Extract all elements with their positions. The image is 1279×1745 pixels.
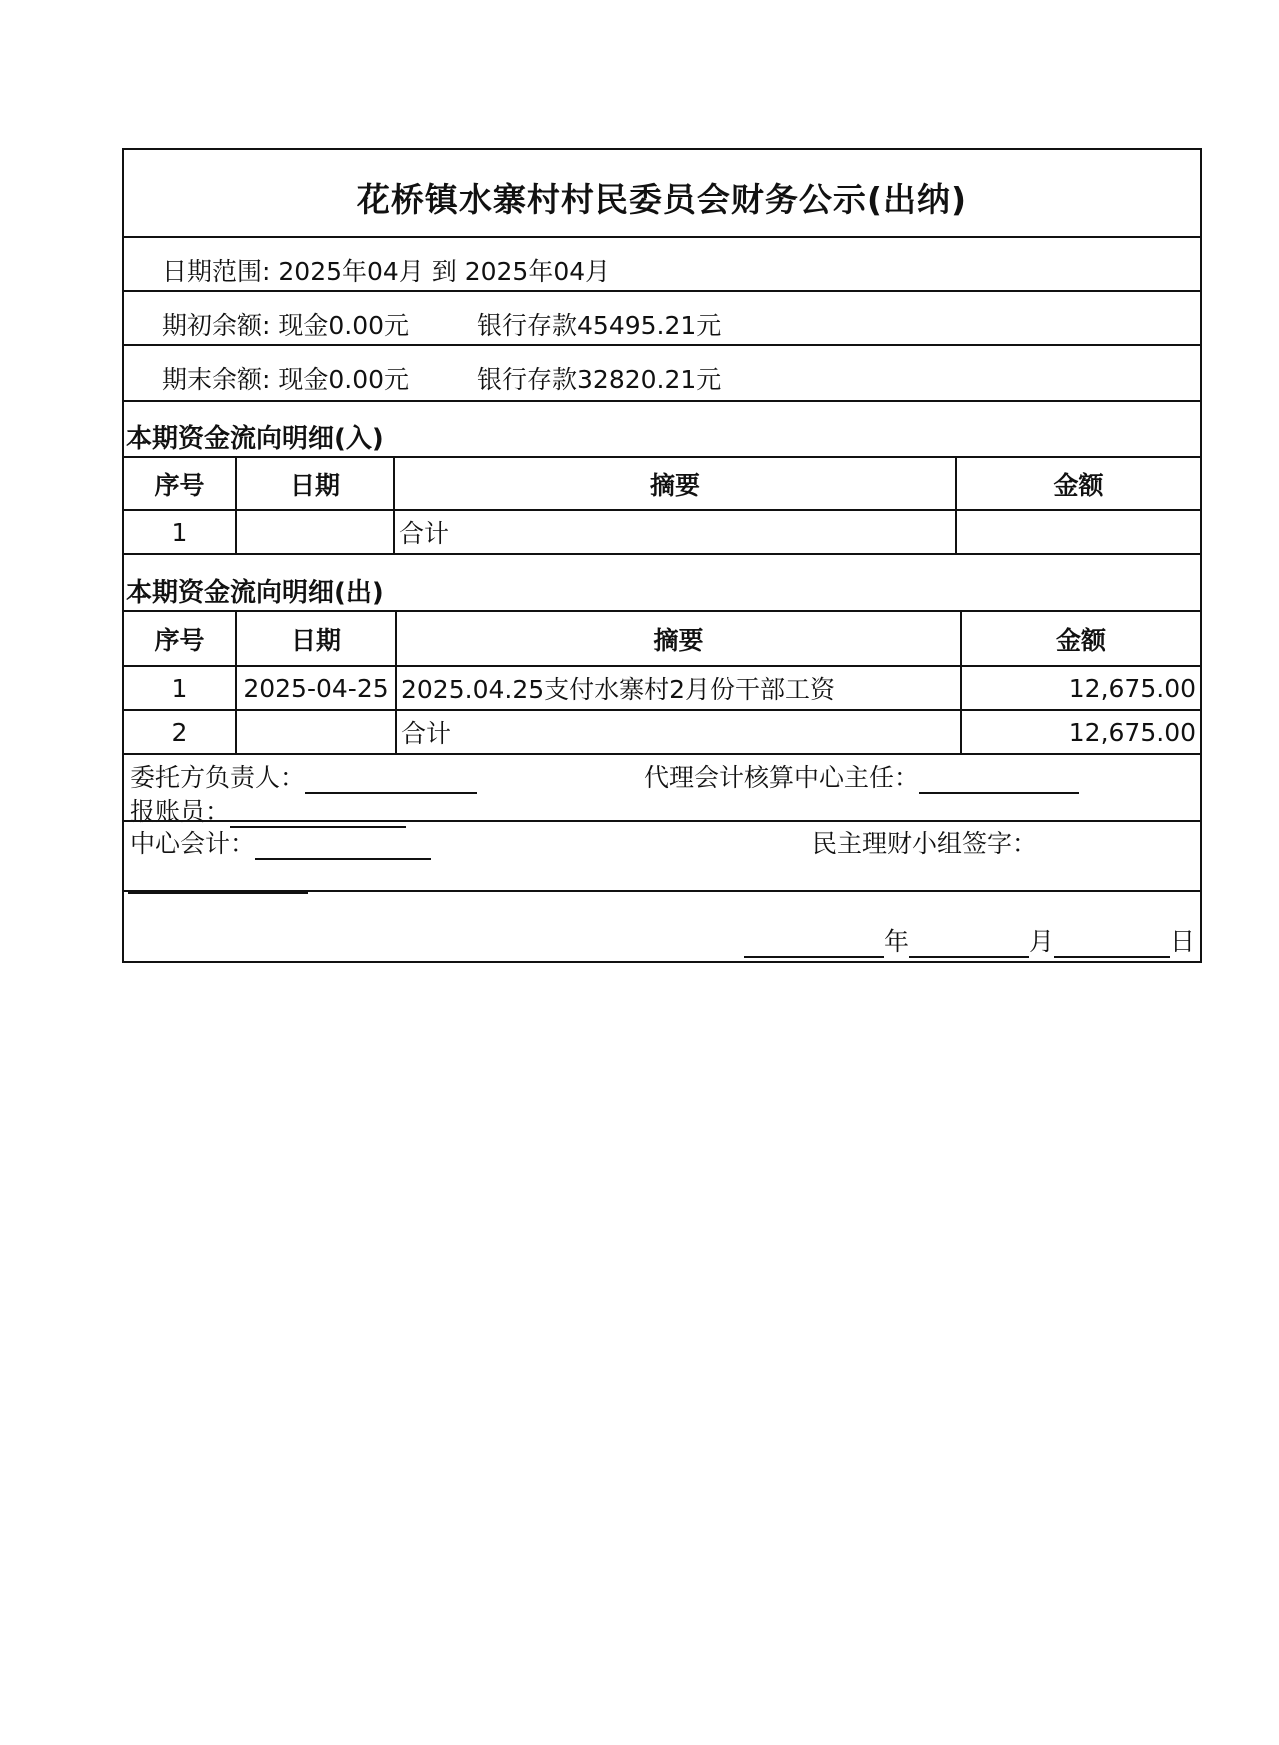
extra-signature-line (128, 892, 308, 894)
date-line (744, 922, 1195, 958)
date-row-divider (124, 890, 1200, 892)
finance-disclosure-form (122, 148, 1202, 963)
inflow-header-no: 序号 (124, 458, 236, 510)
principal-signature-line (305, 770, 477, 794)
inflow-row-amount (956, 510, 1200, 554)
outflow-row-summary: 2025.04.25支付水寨村2月份干部工资 (396, 666, 961, 710)
day-blank (1054, 934, 1170, 958)
principal-label: 委托方负责人： (130, 763, 306, 792)
inflow-header-amount: 金额 (956, 458, 1200, 510)
closing-cash: 现金0.00元 (278, 365, 410, 394)
reimburser-label: 报账员： (130, 797, 231, 826)
inflow-header-row (124, 458, 1200, 510)
table-row (124, 710, 1200, 754)
opening-cash: 现金0.00元 (278, 311, 410, 340)
finance-group-signature (812, 824, 1037, 860)
opening-bank: 银行存款45495.21元 (477, 311, 722, 340)
inflow-header-date: 日期 (236, 458, 394, 510)
day-label: 日 (1170, 927, 1196, 956)
outflow-title: 本期资金流向明细(出) (126, 578, 384, 608)
outflow-header-row (124, 612, 1200, 666)
table-row (124, 510, 1200, 554)
inflow-row-summary: 合计 (394, 510, 956, 554)
reimburser-signature (130, 792, 406, 828)
outflow-row-no: 1 (124, 666, 236, 710)
outflow-table (124, 612, 1200, 755)
inflow-table (124, 458, 1200, 555)
outflow-header-summary: 摘要 (396, 612, 961, 666)
form-title: 花桥镇水寨村村民委员会财务公示(出纳) (356, 180, 968, 219)
month-label: 月 (1029, 927, 1055, 956)
title-row (124, 150, 1200, 238)
outflow-row-no: 2 (124, 710, 236, 754)
year-label: 年 (884, 927, 910, 956)
closing-bank: 银行存款32820.21元 (477, 365, 722, 394)
inflow-row-no: 1 (124, 510, 236, 554)
outflow-row-date: 2025-04-25 (236, 666, 396, 710)
closing-balance-row (124, 346, 1200, 402)
center-accountant-signature-line (255, 836, 431, 860)
outflow-row-amount: 12,675.00 (961, 710, 1200, 754)
center-accountant-signature (130, 824, 431, 860)
opening-balance-label: 期初余额: (162, 311, 271, 340)
outflow-row-summary: 合计 (396, 710, 961, 754)
outflow-header-date: 日期 (236, 612, 396, 666)
finance-group-label: 民主理财小组签字： (812, 829, 1038, 858)
closing-balance-label: 期末余额: (162, 365, 271, 394)
principal-signature (130, 758, 477, 794)
center-director-signature (644, 758, 1079, 794)
signature-divider (124, 820, 1200, 822)
table-row (124, 666, 1200, 710)
inflow-title: 本期资金流向明细(入) (126, 424, 384, 454)
date-range-value: 2025年04月 到 2025年04月 (278, 257, 611, 286)
center-director-label: 代理会计核算中心主任： (644, 763, 920, 792)
outflow-row-date (236, 710, 396, 754)
outflow-header-amount: 金额 (961, 612, 1200, 666)
center-director-signature-line (919, 770, 1079, 794)
date-range-label: 日期范围: (162, 257, 271, 286)
inflow-row-date (236, 510, 394, 554)
center-accountant-label: 中心会计： (130, 829, 256, 858)
month-blank (909, 934, 1029, 958)
inflow-header-summary: 摘要 (394, 458, 956, 510)
outflow-header-no: 序号 (124, 612, 236, 666)
year-blank (744, 934, 884, 958)
date-range-row (124, 238, 1200, 292)
opening-balance-row (124, 292, 1200, 346)
outflow-row-amount: 12,675.00 (961, 666, 1200, 710)
